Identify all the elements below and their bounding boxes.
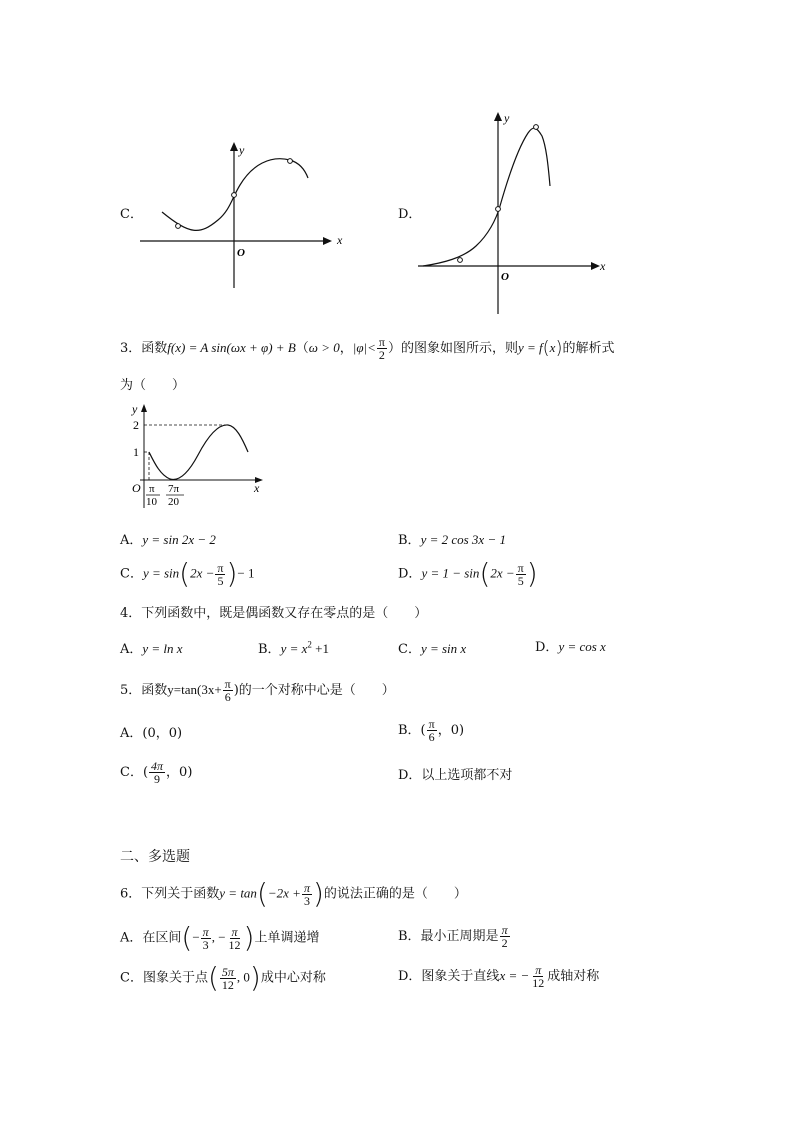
q6-option-d-x: x = − [499, 968, 530, 983]
q3-option-a-expr: y = sin 2x − 2 [142, 532, 216, 547]
q6-option-a-pre: A．在区间 [120, 930, 182, 946]
q3-option-d-label: D． [398, 566, 422, 582]
q3-axis-label-x: x [254, 481, 260, 495]
q2-graph-d [418, 108, 618, 318]
q5-stem-prefix: 5．函数 [120, 683, 168, 698]
q4-option-a-label: A． [120, 642, 143, 657]
q3-stem-x: x [549, 340, 556, 355]
q3-tick-1: 1 [133, 445, 139, 459]
q4-option-c-expr: y = sin x [420, 641, 467, 656]
q5-stem-frac: $\frac{\pi}{6}$ [224, 677, 231, 704]
q4-option-c-label: C． [398, 642, 421, 657]
q5-option-c-frac: $\frac{4\pi}{9}$ [151, 759, 164, 786]
q2-graph-d-point [534, 125, 539, 130]
q3-stem-func: f(x) = A sin(ωx + φ) + B [167, 340, 296, 355]
q2-graph-d-curve [423, 128, 550, 266]
q5-stem-suffix: )的一个对称中心是（ ） [233, 683, 395, 698]
q2-graph-c [140, 140, 350, 290]
q5-option-b[interactable] [398, 718, 464, 743]
y-axis-arrow-icon [494, 112, 502, 121]
q4-option-d-expr: y = cos x [558, 639, 606, 654]
q3-graph [118, 400, 268, 510]
q6-stem-inner: −2x + [267, 885, 301, 901]
q4-option-a-expr: y = ln x [142, 641, 183, 656]
q6-option-c-zero: , 0 [236, 969, 250, 985]
q4-option-a[interactable] [120, 638, 183, 657]
q3-option-a-label: A． [120, 533, 143, 548]
q3-option-c[interactable]: C．y = sin(2x − $\frac{\pi}{5}$ )− 1 [120, 557, 255, 590]
q5-option-b-pre: B．( [398, 723, 426, 738]
q3-stem-line2: 为（ ） [120, 378, 186, 393]
axis-origin: O [501, 271, 509, 283]
q6-option-a-frac1: $\frac{\pi}{3}$ [202, 924, 209, 952]
q3-option-c-label: C． [120, 566, 143, 582]
q6-option-a-post: 上单调递增 [254, 930, 320, 946]
q5-stem [120, 678, 395, 703]
q4-option-d[interactable] [535, 636, 606, 655]
q5-option-b-frac: $\frac{\pi}{6}$ [428, 717, 435, 744]
q6-stem-func: y = tan [219, 885, 257, 901]
q3-option-c-post: − 1 [237, 565, 255, 581]
axis-origin: O [237, 247, 245, 259]
q3-stem-line1: 3．函数f(x) = A sin(ωx + φ) + B（ω > 0，|φ|< $\frac{\pi}{2}$ ）的图象如图所示，则y = f(x)的解析式 [120, 335, 615, 362]
q2-graph-d-point [496, 207, 501, 212]
q6-option-c-pre: C．图象关于点 [120, 970, 208, 986]
q3-option-d[interactable]: D．y = 1 − sin(2x − $\frac{\pi}{5}$ ) [398, 557, 538, 590]
q3-option-b[interactable] [398, 529, 506, 548]
q2-graph-d-point [458, 258, 463, 263]
q3-option-a[interactable] [120, 529, 216, 548]
q6-option-d-frac: $\frac{\pi}{12}$ [532, 963, 545, 990]
q5-option-c[interactable] [120, 760, 192, 785]
q6-option-b[interactable] [398, 924, 511, 949]
q5-option-b-post: ，0) [437, 723, 465, 738]
q2-graph-d-axes [418, 116, 596, 314]
q2-graph-c-point [288, 159, 293, 164]
section-title: 二、多选题 [120, 849, 190, 865]
q2-option-d-label: D． [398, 207, 422, 222]
q3-stem-mid: 的图象如图所示，则 [400, 341, 518, 356]
q5-option-d[interactable]: D．以上选项都不对 [398, 768, 513, 783]
q2-option-c-label: C． [120, 207, 143, 222]
q4-option-b-expr: y = x [280, 641, 308, 656]
q4-stem: 4．下列函数中，既是偶函数又存在零点的是（ ） [120, 606, 428, 621]
q3-graph-axes [140, 408, 260, 508]
q6-option-c-frac: $\frac{5\pi}{12}$ [221, 964, 234, 992]
y-axis-arrow-icon [230, 142, 238, 151]
q2-graph-c-point [232, 193, 237, 198]
axis-label-x: x [600, 259, 606, 273]
q5-option-c-post: ，0) [166, 765, 193, 780]
q6-option-d-pre: D．图象关于直线 [398, 969, 500, 984]
q3-tick-7pi20-den: 20 [168, 496, 179, 508]
q6-option-a-frac2: $\frac{\pi}{12}$ [228, 924, 241, 952]
q3-option-b-label: B． [398, 533, 421, 548]
q6-option-a[interactable]: A．在区间(− $\frac{\pi}{3}$ , − $\frac{\pi}{12}$ )上单调递增 [120, 921, 320, 954]
q6-option-c-post: 成中心对称 [260, 970, 326, 986]
q4-option-b-sup: 2 [307, 639, 312, 650]
axis-label-y: y [239, 143, 245, 157]
q3-option-b-expr: y = 2 cos 3x − 1 [420, 532, 506, 547]
q3-option-c-frac: $\frac{\pi}{5}$ [217, 560, 224, 588]
q3-comma: ， [339, 341, 353, 356]
q3-cond-open: （ [295, 341, 309, 356]
q2-graph-c-point [176, 224, 181, 229]
q3-stem-suffix: 的解析式 [562, 341, 615, 356]
q6-stem: 6．下列关于函数y = tan(−2x + $\frac{\pi}{3}$ )的说法正确的是（ ） [120, 877, 467, 910]
q3-option-d-inner: 2x − [490, 565, 515, 581]
q5-option-c-pre: C．( [120, 765, 149, 780]
q5-stem-func: y=tan(3x+ [167, 682, 222, 697]
q3-stem-y: y = f [517, 340, 543, 355]
q6-stem-prefix: 6．下列关于函数 [120, 886, 220, 902]
q3-tick-7pi20-num: 7π [168, 483, 180, 495]
q3-axis-origin: O [132, 481, 141, 495]
q3-axis-label-y: y [132, 402, 138, 416]
q6-option-a-sep: , − [211, 929, 226, 945]
q3-stem-prefix: 3．函数 [120, 341, 168, 356]
q6-option-c[interactable]: C．图象关于点( $\frac{5\pi}{12}$ , 0)成中心对称 [120, 961, 326, 994]
y-axis-arrow-icon [141, 404, 147, 412]
q6-option-b-frac: $\frac{\pi}{2}$ [501, 923, 508, 950]
q6-stem-suffix: 的说法正确的是（ ） [323, 886, 467, 902]
q3-cond2: |φ|< [352, 340, 376, 355]
axis-label-x: x [337, 233, 343, 247]
q3-tick-pi10-num: π [149, 483, 155, 495]
q3-option-d-frac: $\frac{\pi}{5}$ [517, 560, 524, 588]
q4-option-b-tail: +1 [311, 641, 329, 656]
q4-option-b[interactable] [258, 638, 329, 657]
q6-option-a-minus: − [192, 929, 200, 945]
q3-tick-pi10-den: 10 [146, 496, 157, 508]
axis-label-y: y [504, 111, 510, 125]
q3-graph-curve [149, 425, 248, 480]
q3-tick-2: 2 [133, 418, 139, 432]
q6-option-d[interactable] [398, 964, 599, 989]
q5-option-a[interactable]: A．(0，0) [120, 726, 183, 741]
q4-option-c[interactable] [398, 638, 466, 657]
q6-stem-frac: $\frac{\pi}{3}$ [303, 880, 310, 908]
x-axis-arrow-icon [591, 262, 600, 270]
x-axis-arrow-icon [323, 237, 332, 245]
q4-option-b-label: B． [258, 642, 281, 657]
q3-cond-close: ） [387, 341, 401, 356]
q3-option-c-pre: y = sin [142, 565, 180, 581]
q3-cond1: ω > 0 [308, 340, 340, 355]
q4-option-d-label: D． [535, 640, 559, 655]
q3-graph-dashes [144, 425, 228, 480]
q6-option-d-post: 成轴对称 [547, 969, 600, 984]
q3-option-c-inner: 2x − [190, 565, 215, 581]
q3-pi-half: $\frac{\pi}{2}$ [378, 335, 385, 362]
q3-option-d-pre: y = 1 − sin [421, 565, 480, 581]
q6-option-b-pre: B．最小正周期是 [398, 929, 499, 944]
